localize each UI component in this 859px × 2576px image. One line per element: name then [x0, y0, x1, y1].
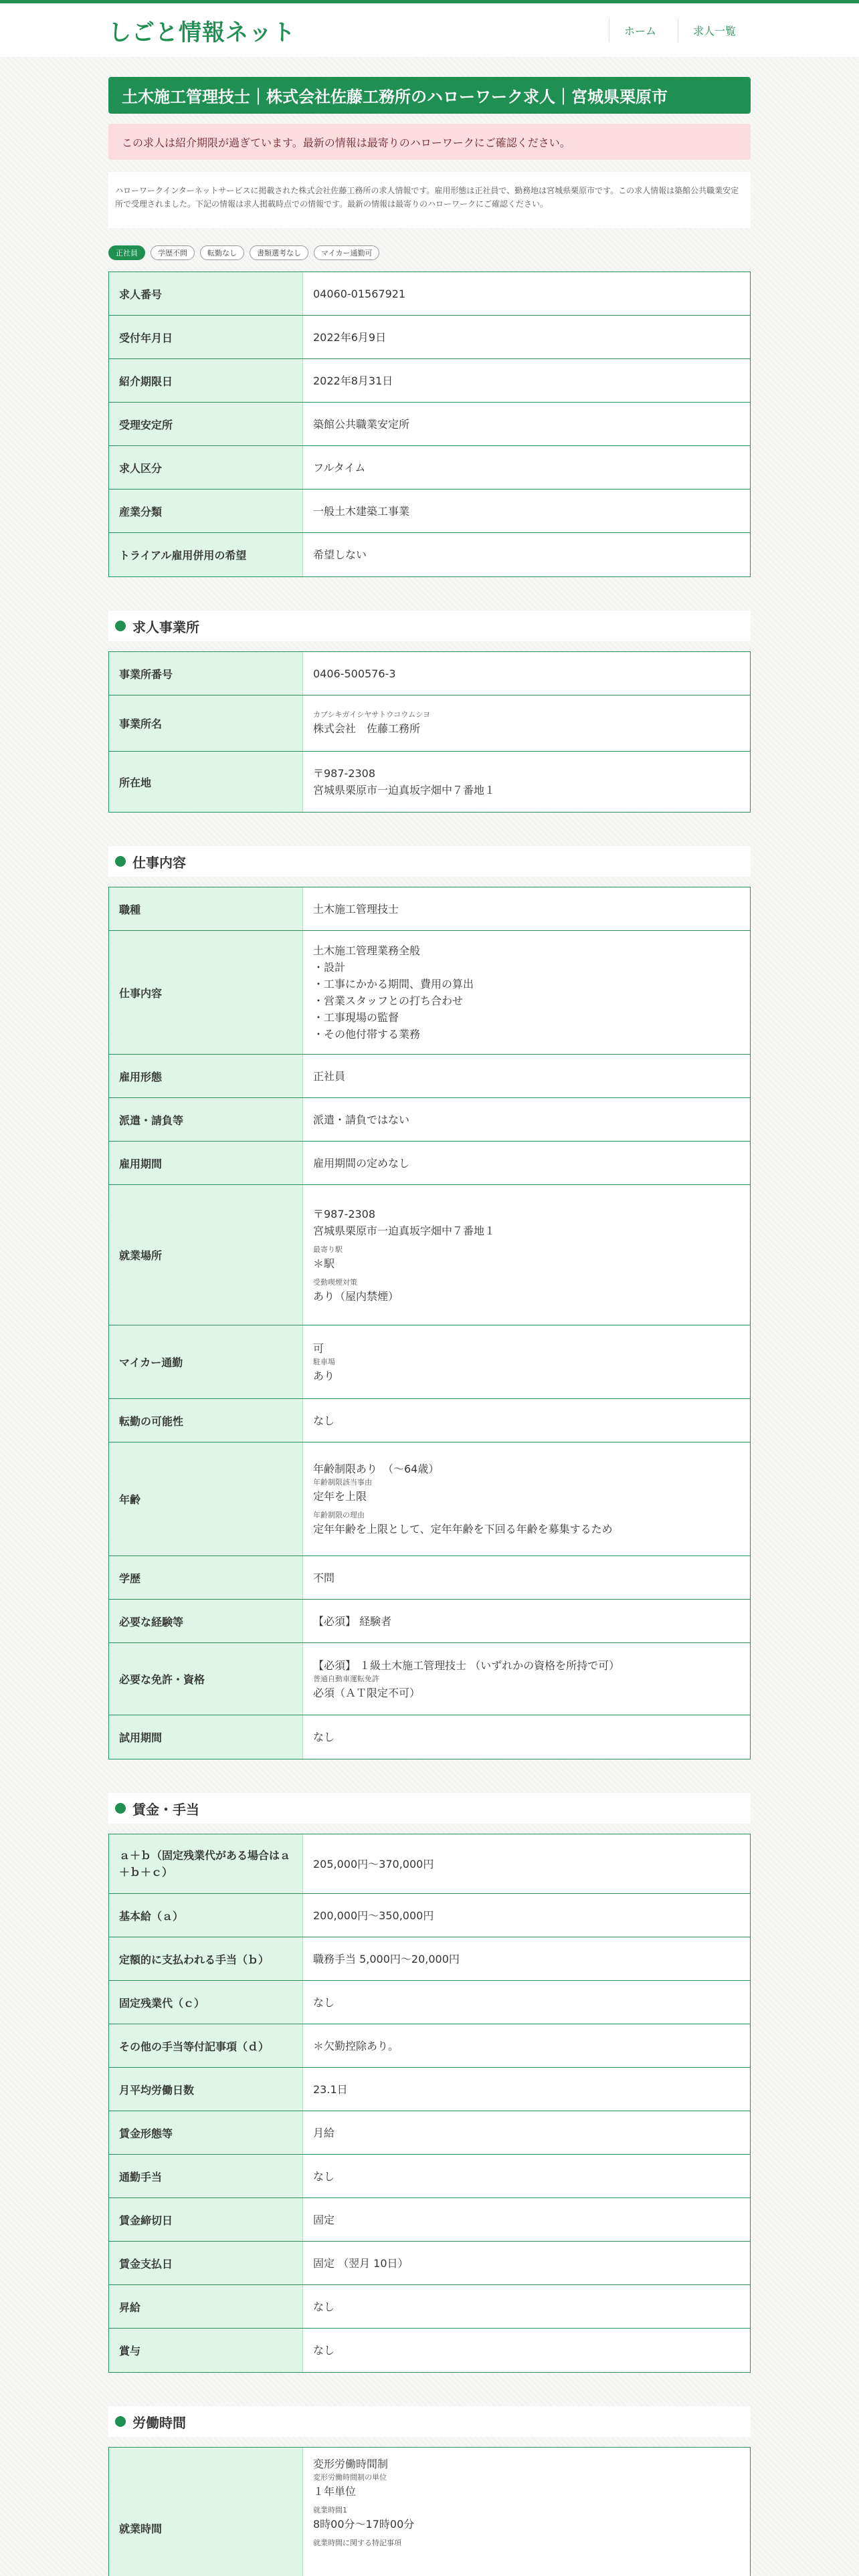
age-reason-value: 定年を上限 [313, 1490, 367, 1503]
tag-full-time: 正社員 [108, 245, 145, 260]
duty-line: ・設計 [313, 961, 346, 974]
table-row [109, 1399, 750, 1442]
row-label: 基本給（ａ） [109, 1894, 303, 1937]
table-row [109, 931, 750, 1055]
row-label: 職種 [109, 887, 303, 930]
bullet-dot-icon [115, 621, 126, 631]
occupation-value: 土木施工管理技士 [313, 902, 399, 916]
parking-value: あり [313, 1369, 335, 1382]
expired-alert: この求人は紹介期限が過ぎています。最新の情報は最寄りのハローワークにご確認ください。 [108, 124, 751, 160]
office-name: 株式会社 佐藤工務所 [313, 722, 421, 735]
bullet-dot-icon [115, 2416, 126, 2427]
row-label: 通勤手当 [109, 2155, 303, 2197]
row-label: 定額的に支払われる手当（ｂ） [109, 1937, 303, 1980]
listing-notice: ハローワークインターネットサービスに掲載された株式会社佐藤工務所の求人情報です。雇用形態は正社員で、勤務地は宮城県栗原市です。この求人情報は築館公共職業安定所で受理されました。下記の情報は求人掲載時点での情報です。最新の情報は最寄りのハローワークにご確認ください。 [108, 172, 751, 228]
office-address: 宮城県栗原市一迫真坂字畑中７番地１ [313, 784, 496, 796]
row-label: 就業時間 [109, 2448, 303, 2576]
row-value: なし [313, 2300, 335, 2313]
row-value: 月給 [313, 2126, 335, 2139]
row-label: 事業所番号 [109, 652, 303, 695]
table-row [109, 1600, 750, 1643]
table-row [109, 316, 750, 359]
main-content [108, 77, 751, 2576]
row-value: なし [313, 1996, 335, 2009]
wages-info-table [108, 1834, 751, 2373]
place-address: 宮城県栗原市一迫真坂字畑中７番地１ [313, 1224, 496, 1237]
table-row [109, 272, 750, 316]
row-label: 雇用形態 [109, 1055, 303, 1097]
table-row [109, 2111, 750, 2155]
job-info-table [108, 887, 751, 1759]
row-value: ＊欠勤控除あり。 [313, 2039, 399, 2052]
row-label: 派遣・請負等 [109, 1098, 303, 1141]
tag-list [108, 245, 751, 261]
row-value: 職務手当 5,000円～20,000円 [313, 1952, 460, 1965]
row-label: 固定残業代（ｃ） [109, 1981, 303, 2024]
office-info-table [108, 651, 751, 813]
row-value: 希望しない [313, 548, 367, 561]
place-postal: 〒987-2308 [313, 1207, 376, 1220]
row-label: 賞与 [109, 2329, 303, 2372]
section-heading-job [108, 846, 751, 877]
driver-caption: 普通自動車運転免許 [313, 1674, 379, 1683]
nav-job-list-link[interactable]: 求人一覧 [678, 19, 751, 42]
section-heading-office [108, 611, 751, 641]
basic-info-table [108, 272, 751, 577]
labor-system: 変形労働時間制 [313, 2458, 389, 2470]
row-label: 賃金支払日 [109, 2242, 303, 2284]
duty-line: ・その他付帯する業務 [313, 1028, 421, 1041]
labor-info-table [108, 2447, 751, 2576]
section-title: 賃金・手当 [132, 1801, 199, 1818]
row-value: 2022年6月9日 [313, 330, 387, 344]
bullet-dot-icon [115, 1803, 126, 1814]
office-number: 0406-500576-3 [313, 667, 396, 680]
row-label: 試用期間 [109, 1715, 303, 1759]
row-label: その他の手当等付記事項（ｄ） [109, 2024, 303, 2067]
tag-no-transfer: 転勤なし [200, 245, 244, 260]
trial-value: なし [313, 1731, 335, 1743]
age-basis-caption: 年齢制限の理由 [313, 1511, 365, 1519]
table-row [109, 1834, 750, 1894]
table-row [109, 2285, 750, 2329]
labor-hours-caption: 就業時間1 [313, 2506, 347, 2514]
bullet-dot-icon [115, 856, 126, 867]
section-title: 求人事業所 [132, 619, 199, 635]
dispatch-value: 派遣・請負ではない [313, 1113, 410, 1126]
table-row [109, 1185, 750, 1325]
transfer-value: なし [313, 1414, 335, 1427]
section-title: 仕事内容 [132, 854, 186, 871]
duty-line: ・工事現場の監督 [313, 1011, 399, 1024]
station-value: ＊駅 [313, 1257, 335, 1270]
table-row [109, 1894, 750, 1937]
table-row [109, 2024, 750, 2068]
table-row [109, 1325, 750, 1399]
office-name-kana: カブシキガイシヤサトウコウムシヨ [313, 710, 431, 719]
table-row [109, 1981, 750, 2024]
duty-line: ・工事にかかる期間、費用の算出 [313, 978, 474, 990]
row-label: 所在地 [109, 752, 303, 812]
page-title: 土木施工管理技士｜株式会社佐藤工務所のハローワーク求人｜宮城県栗原市 [108, 77, 751, 114]
row-label: 転勤の可能性 [109, 1399, 303, 1442]
site-header [0, 3, 859, 57]
experience-value: 【必須】 経験者 [313, 1614, 392, 1628]
table-row [109, 1643, 750, 1715]
labor-hours: 8時00分～17時00分 [313, 2518, 415, 2531]
row-value: 2022年8月31日 [313, 374, 393, 387]
education-value: 不問 [313, 1571, 335, 1584]
row-value: 固定 [313, 2213, 335, 2226]
row-label: ａ＋ｂ（固定残業代がある場合はａ＋ｂ＋ｃ） [109, 1834, 303, 1893]
parking-caption: 駐車場 [313, 1357, 335, 1366]
row-label: 就業場所 [109, 1185, 303, 1325]
main-nav [609, 19, 751, 42]
table-row [109, 2198, 750, 2242]
section-heading-wages [108, 1793, 751, 1824]
table-row [109, 2068, 750, 2111]
row-label: 月平均労働日数 [109, 2068, 303, 2111]
duty-line: ・営業スタッフとの打ち合わせ [313, 994, 464, 1007]
labor-unit: １年単位 [313, 2485, 357, 2498]
age-basis-value: 定年年齢を上限として、定年年齢を下回る年齢を募集するため [313, 1523, 613, 1535]
table-row [109, 2329, 750, 2372]
nav-home-link[interactable]: ホーム [609, 19, 671, 42]
office-postal: 〒987-2308 [313, 767, 376, 780]
labor-special-caption: 就業時間に関する特記事項 [313, 2539, 401, 2547]
row-value: 200,000円～350,000円 [313, 1909, 434, 1922]
table-row [109, 695, 750, 752]
row-label: 賃金形態等 [109, 2111, 303, 2154]
row-label: トライアル雇用併用の希望 [109, 533, 303, 576]
tag-car-commute: マイカー通勤可 [314, 245, 379, 260]
table-row [109, 490, 750, 533]
table-row [109, 887, 750, 931]
license-value: 【必須】 １級土木施工管理技士 （いずれかの資格を所持で可） [313, 1658, 620, 1672]
row-label: 事業所名 [109, 695, 303, 751]
row-value: 23.1日 [313, 2082, 348, 2096]
row-value: 205,000円～370,000円 [313, 1857, 434, 1870]
table-row [109, 2242, 750, 2285]
row-value: なし [313, 2169, 335, 2183]
station-caption: 最寄り駅 [313, 1245, 343, 1254]
row-value: 築館公共職業安定所 [313, 417, 410, 431]
smoke-caption: 受動喫煙対策 [313, 1277, 357, 1287]
row-value: 04060-01567921 [313, 287, 406, 300]
table-row [109, 1055, 750, 1098]
table-row [109, 1098, 750, 1142]
site-logo[interactable]: しごと情報ネット [108, 19, 296, 46]
labor-unit-caption: 変形労働時間制の単位 [313, 2473, 387, 2482]
age-value: 年齢制限あり （～64歳） [313, 1463, 440, 1475]
row-label: 受理安定所 [109, 403, 303, 445]
table-row [109, 2448, 750, 2576]
table-row [109, 1442, 750, 1556]
row-label: 年齢 [109, 1442, 303, 1555]
table-row [109, 359, 750, 403]
table-row [109, 652, 750, 695]
table-row [109, 752, 750, 812]
section-heading-labor [108, 2406, 751, 2437]
row-label: 産業分類 [109, 490, 303, 532]
row-label: 仕事内容 [109, 931, 303, 1054]
row-label: 必要な免許・資格 [109, 1643, 303, 1715]
table-row [109, 1142, 750, 1185]
table-row [109, 1556, 750, 1600]
tag-no-screening: 書類選考なし [250, 245, 308, 260]
table-row [109, 1715, 750, 1759]
row-label: 学歴 [109, 1556, 303, 1599]
row-label: 紹介期限日 [109, 359, 303, 402]
table-row [109, 2155, 750, 2198]
row-label: 雇用期間 [109, 1142, 303, 1184]
age-reason-caption: 年齢制限該当事由 [313, 1478, 372, 1487]
car-value: 可 [313, 1341, 324, 1355]
employment-value: 正社員 [313, 1069, 346, 1083]
row-label: 受付年月日 [109, 316, 303, 358]
row-label: マイカー通勤 [109, 1325, 303, 1398]
period-value: 雇用期間の定めなし [313, 1156, 410, 1170]
table-row [109, 403, 750, 446]
table-row [109, 533, 750, 576]
row-label: 求人区分 [109, 446, 303, 489]
row-label: 求人番号 [109, 272, 303, 315]
table-row [109, 1937, 750, 1981]
row-label: 賃金締切日 [109, 2198, 303, 2241]
driver-value: 必須（ＡＴ限定不可） [313, 1686, 421, 1699]
row-value: なし [313, 2344, 335, 2357]
row-value: 固定 （翌月 10日） [313, 2256, 409, 2270]
row-label: 昇給 [109, 2285, 303, 2328]
tag-no-education: 学歴不問 [151, 245, 195, 260]
row-value: 一般土木建築工事業 [313, 504, 410, 518]
row-label: 必要な経験等 [109, 1600, 303, 1642]
row-value: フルタイム [313, 461, 366, 474]
table-row [109, 446, 750, 490]
duty-line: 土木施工管理業務全般 [313, 944, 421, 957]
smoke-value: あり（屋内禁煙） [313, 1289, 399, 1303]
section-title: 労働時間 [132, 2414, 186, 2431]
